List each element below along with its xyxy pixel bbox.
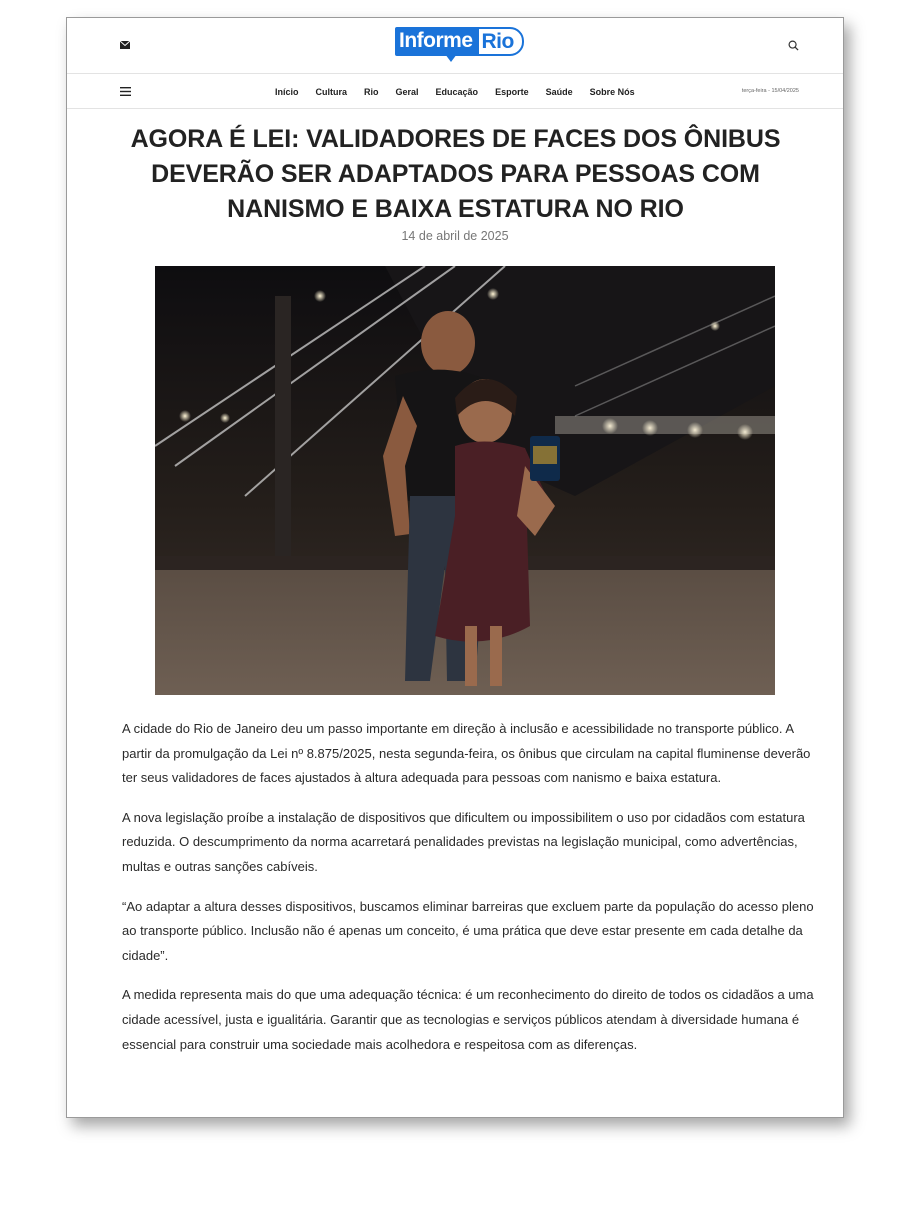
- site-header: [67, 18, 843, 74]
- photo-illustration: [155, 266, 775, 695]
- article-title: AGORA É LEI: VALIDADORES DE FACES DOS ÔNIBUS DEVERÃO SER ADAPTADOS PARA PESSOAS COM NANISMO E BAIXA ESTATURA NO RIO: [130, 125, 781, 223]
- site-logo[interactable]: [395, 27, 524, 63]
- nav-item-inicio[interactable]: Início: [275, 87, 299, 97]
- mail-icon[interactable]: [120, 41, 130, 49]
- article-paragraph: A nova legislação proíbe a instalação de dispositivos que dificultem ou impossibilitem o uso por cidadãos com estatura reduzida. O descumprimento da norma acarretará penalidades previstas na legislação municipal, como advertências, multas e outras sanções cabíveis.: [122, 809, 805, 874]
- nav-item-cultura[interactable]: Cultura: [315, 87, 348, 97]
- article-page: [66, 17, 844, 1118]
- search-icon[interactable]: [788, 40, 799, 51]
- nav-item-educacao[interactable]: Educação: [435, 87, 479, 97]
- nav-item-geral[interactable]: Geral: [395, 87, 419, 97]
- logo-main-text: Informe: [395, 27, 477, 56]
- article-body: [122, 717, 822, 1072]
- nav-item-saude[interactable]: Saúde: [545, 87, 573, 97]
- main-navigation: [67, 75, 843, 109]
- menu-icon[interactable]: [120, 87, 131, 96]
- nav-item-esporte[interactable]: Esporte: [495, 87, 529, 97]
- logo-accent-text: Rio: [477, 27, 524, 56]
- article-paragraph: A cidade do Rio de Janeiro deu um passo importante em direção à inclusão e acessibilidade no transporte público. A partir da promulgação da Lei nº 8.875/2025, nesta segunda-feira, os ônibus que circulam na capital fluminense deverão ter seus validadores de faces ajustados à altura adequada para pessoas com nanismo e baixa estatura.: [122, 721, 811, 786]
- logo-speech-tail: [445, 54, 457, 62]
- current-date: terça-feira - 15/04/2025: [741, 88, 799, 94]
- nav-menu: [275, 75, 635, 109]
- nav-item-rio[interactable]: Rio: [364, 87, 379, 97]
- article-date: 14 de abril de 2025: [401, 229, 509, 243]
- article-paragraph: “Ao adaptar a altura desses dispositivos, buscamos eliminar barreiras que excluem parte da população do acesso pleno ao transporte público. Inclusão não é apenas um conceito, é uma prática que deve estar presente em cada detalhe da cidade”.: [122, 898, 814, 963]
- article-paragraph: A medida representa mais do que uma adequação técnica: é um reconhecimento do direito de todos os cidadãos a uma cidade acessível, justa e igualitária. Garantir que as tecnologias e serviços públicos atendam à diversidade humana é essencial para construir uma sociedade mais acolhedora e respeitosa com as diferenças.: [122, 987, 814, 1052]
- nav-item-sobre-nos[interactable]: Sobre Nós: [589, 87, 635, 97]
- article-photo: [155, 266, 775, 695]
